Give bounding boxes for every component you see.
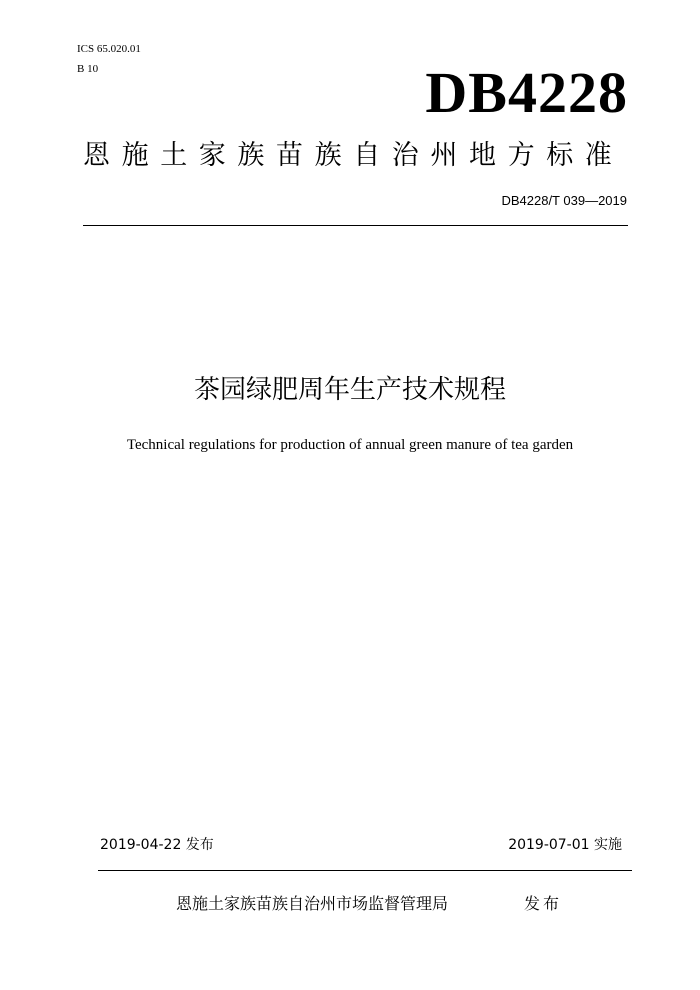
publish-label: 发布 (524, 894, 563, 913)
implementation-date: 2019-07-01 实施 (508, 837, 622, 853)
issue-date: 2019-04-22 发布 (100, 837, 214, 853)
publisher-name: 恩施土家族苗族自治州市场监督管理局 (176, 894, 449, 913)
footer-divider (98, 870, 632, 871)
ics-code: ICS 65.020.01 (77, 43, 141, 55)
standard-logo-text: DB4228 (425, 60, 628, 125)
ccs-code: B 10 (77, 63, 99, 75)
document-title-chinese: 茶园绿肥周年生产技术规程 (193, 375, 506, 405)
document-title-english: Technical regulations for production of annual green manure of tea garden (126, 437, 574, 453)
header-divider (83, 225, 628, 226)
issuer-header-title: 恩施土家族苗族自治州地方标准 (83, 140, 624, 171)
standard-number: DB4228/T 039—2019 (501, 193, 627, 208)
